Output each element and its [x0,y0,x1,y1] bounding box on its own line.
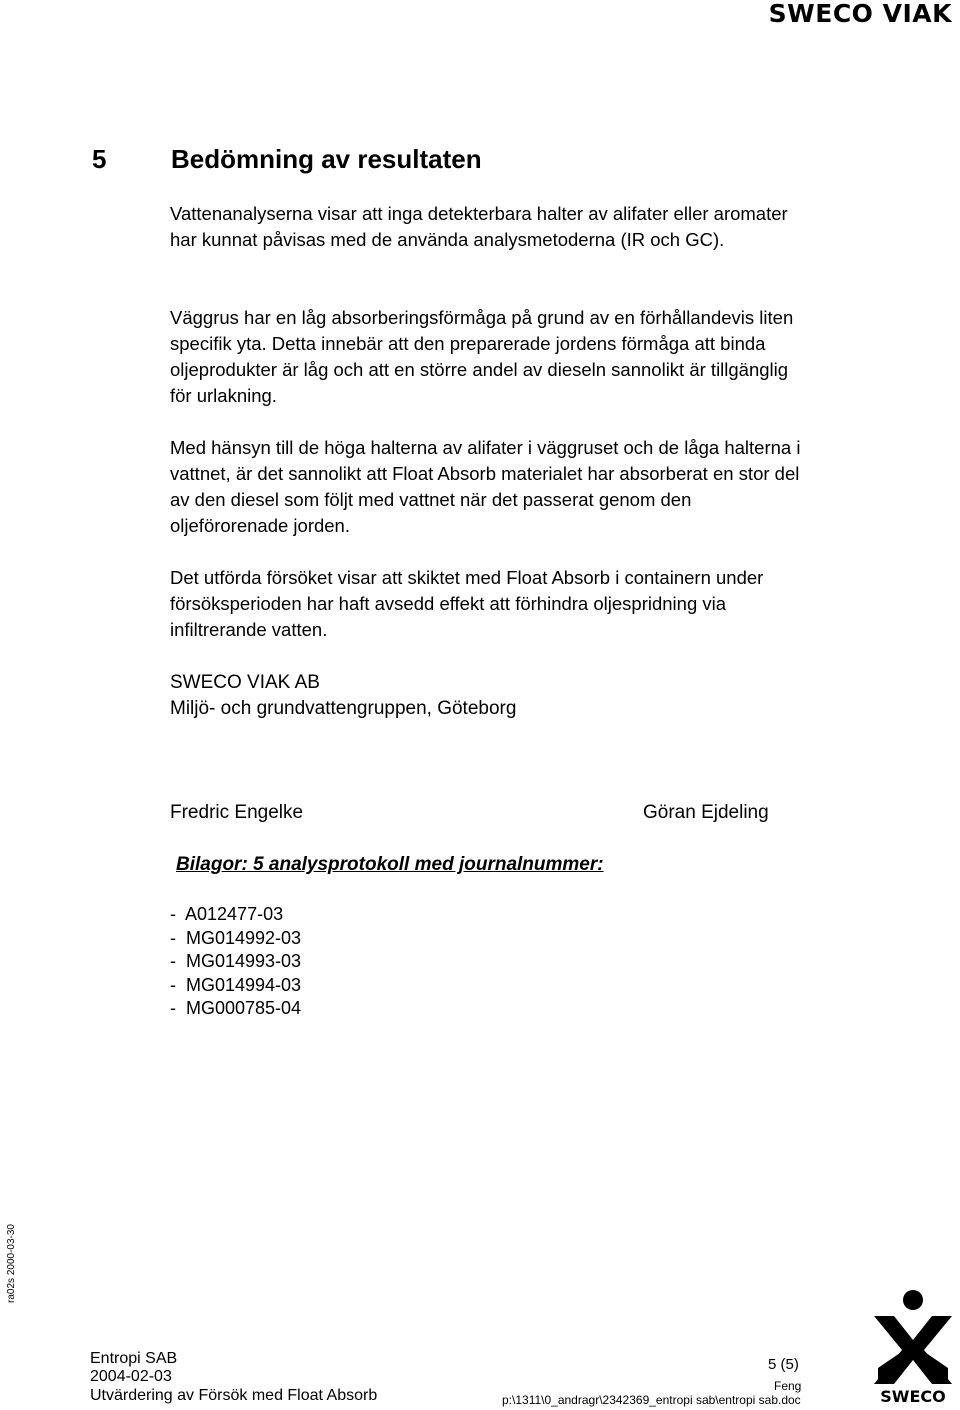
paragraph-water-analysis [170,201,810,253]
footer-report-title: Utvärdering av Försök med Float Absorb [90,1387,378,1404]
journal-number-list [170,903,301,1021]
signatory-1: Fredric Engelke [170,802,304,823]
list-item: - MG014994-03 [170,974,302,995]
section-title: Bedömning av resultaten [171,144,482,174]
paragraph-text: Vattenanalyserna visar att inga detekterbara halter av alifater eller aromater har kunnat påvisas med de använda analysmetoderna (IR och GC). [170,203,788,250]
list-item: - A012477-03 [170,904,284,924]
list-item: - MG014993-03 [170,951,302,971]
signatory-2: Göran Ejdeling [643,802,769,823]
paragraph-text: Väggrus har en låg absorberingsförmåga på grund av en förhållandevis liten specifik yta. Detta innebär att den preparerade jordens förmåga att binda oljeprodukter är låg och att en större andel av dieseln sannolikt är tillgänglig för urlakning. [170,307,794,406]
list-item: - MG000785-04 [170,998,302,1018]
department-name: Miljö- och grundvattengruppen, Göteborg [170,698,517,719]
footer-file-path: p:\1311\0_andragr\2342369_entropi sab\entropi sab.doc [502,1393,801,1407]
appendix-heading: Bilagor: 5 analysprotokoll med journalnummer: [176,854,604,875]
logo-text: SWECO [880,1387,946,1406]
page-number: 5 (5) [768,1356,799,1373]
sweco-logo-icon [870,1288,956,1406]
section-number: 5 [92,144,107,174]
paragraph-conclusion [170,565,810,643]
paragraph-float-absorb [170,435,810,539]
template-code: ra02s 2000-03-30 [5,1224,17,1303]
company-name: SWECO VIAK AB [170,672,320,693]
sweco-viak-logo-text: SWECO VIAK [768,0,952,28]
paragraph-text: Det utförda försöket visar att skiktet med Float Absorb i containern under försöksperioden har haft avsedd effekt att förhindra oljespridning via infiltrerande vatten. [170,567,764,640]
footer-user: Feng [774,1379,802,1393]
paragraph-text: Med hänsyn till de höga halterna av alifater i väggruset och de låga halterna i vattnet, är det sannolikt att Float Absorb materialet har absorberat en stor del av den diesel som följt med vattnet när det passerat genom den oljeförorenade jorden. [170,437,801,536]
paragraph-gravel-absorption [170,305,810,409]
footer-date: 2004-02-03 [90,1368,172,1385]
footer-client: Entropi SAB [90,1350,178,1367]
list-item: - MG014992-03 [170,927,302,948]
